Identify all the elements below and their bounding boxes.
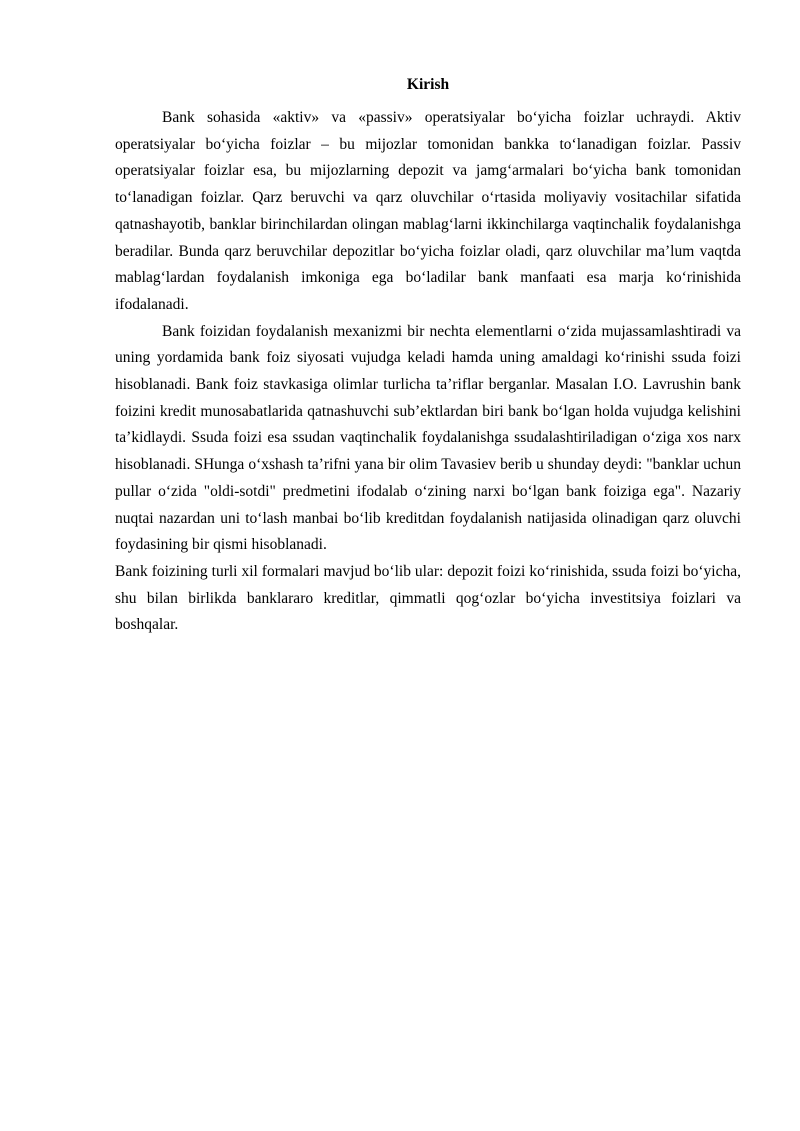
paragraph-1: Bank sohasida «aktiv» va «passiv» operatsiyalar bo‘yicha foizlar uchraydi. Aktiv operatsiyalar bo‘yicha foizlar – bu mijozlar tomonidan bankka to‘lanadigan foizlar. Passiv operatsiyalar foizlar esa, bu mijozlarning depozit va jamg‘armalari bo‘yicha bank tomonidan to‘lanadigan foizlar. Qarz beruvchi va qarz oluvchilar o‘rtasida moliyaviy vositachilar sifatida qatnashayotib, banklar birinchilardan olingan mablag‘larni ikkinchilarga vaqtinchalik foydalanishga beradilar. Bunda qarz beruvchilar depozitlar bo‘yicha foizlar oladi, qarz oluvchilar ma’lum vaqtda mablag‘lardan foydalanish imkoniga ega bo‘ladilar bank manfaati esa marja ko‘rinishida ifodalanadi. (115, 109, 741, 313)
document-title: Kirish (406, 76, 450, 93)
document-page (115, 75, 741, 639)
paragraph-2: Bank foizidan foydalanish mexanizmi bir nechta elementlarni o‘zida mujassamlashtiradi va uning yordamida bank foiz siyosati vujudga keladi hamda uning amaldagi ko‘rinishi ssuda foizi hisoblanadi. Bank foiz stavkasiga olimlar turlicha ta’riflar berganlar. Masalan I.O. Lavrushin bank foizini kredit munosabatlarida qatnashuvchi sub’ektlardan biri bank bo‘lgan holda vujudga kelishini ta’kidlaydi. Ssuda foizi esa ssudan vaqtinchalik foydalanishga ssudalashtiriladigan o‘ziga xos narx hisoblanadi. SHunga o‘xshash ta’rifni yana bir olim Tavasiev berib u shunday deydi: "banklar uchun pullar o‘zida "oldi-sotdi" predmetini ifodalab o‘zining narxi bo‘lgan bank foiziga ega". Nazariy nuqtai nazardan uni to‘lash manbai bo‘lib kreditdan foydalanish natijasida olinadigan qarz oluvchi foydasining bir qismi hisoblanadi. (115, 322, 741, 554)
paragraph-3: Bank foizining turli xil formalari mavjud bo‘lib ular: depozit foizi ko‘rinishida, ssuda foizi bo‘yicha, shu bilan birlikda banklararo kreditlar, qimmatli qog‘ozlar bo‘yicha investitsiya foizlari va boshqalar. (115, 562, 741, 634)
